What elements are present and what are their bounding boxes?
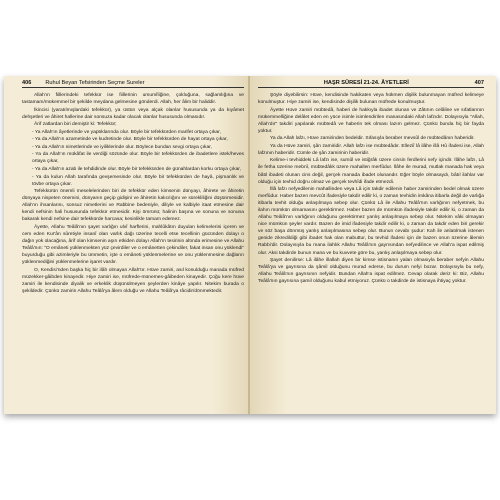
left-page-number: 406	[22, 80, 32, 86]
paragraph: İkincisi (yaratılmışlardaki tefekkür), ya üstün veya alçak olanlar hususunda ya da kıyâmet dehşetleri ve âhiret hallerine dair sonsuza kadar olacak olanlar hususunda olmasıdır.	[22, 107, 244, 120]
paragraph: Âyette Hüve zamiri mübtedâ, haberi de hakkıyla ibadet olunan ve Zâtının celâline ve sıfatlarının mükemmelliğine delâlet eden en yüce isimle isimlendirilen manasındaki Allah lafzıdır. Dolayısıyla "Allah, Allah'dır" takdiri yapılarak mübtedâ ve haberin tek olması lazım gelmez. Çünkü bunda hiç bir fayda yoktur.	[258, 107, 484, 134]
right-page-body	[258, 92, 484, 285]
right-running-head: HAŞR SÛRESİ 21-24. ÂYETLERİ	[323, 80, 409, 86]
list-item: - Ya da Allah'ın azab ile tehdidinde olur. Böyle bir tefekkürden de günahlardan korku ortaya çıkar,	[32, 166, 242, 172]
paragraph: O, Kendisi'nden başka hiç bir ilâh olmayan Allah'tır. Hüve zamiri, asıl konulduğu manada müfred müzekker-gâibden kinayedir. Hiye zamiri ise, müfrede-münemes-gâibeden kinayedir. Çoğu kere hüve zamiri ile kendisinde diyalik ve erkeklik düşünülmeyen şeylerden kinâye yapılır. Nitekim burada o şekildedir. Çünkü zamirin Allahu Teâlâ'ya âlem olduğu ve Allahu Teâlâ'ya râcidir/dönmektedir.	[22, 267, 244, 294]
paragraph: Ya da Allah lafzı, Hüve zamirinden bedeldir. Sıfasıyla beraber mevsûl de mübtedânın haberidir.	[270, 136, 475, 142]
paragraph: Âyette, Allahu Teâlâ'nın şayet varlığın ulvî harflerini, mahlûkâtın duyulan kelimelerini içeren ve cem eden Kur'ân sûretiyle insanî olan varlık dağı üzerine tecelli etse tecellinin gücünden dolayı o dağın yok olacağına, ârif olan kimsenin aşırı etkiden dolayı Allah'ın tesirinin altında erimesine ve Allahu Teâlâ'nın: "O emâneti yüklenmekten yüz çevirdiler ve o emânetten çekindiler, fakat insan onu yüklendi" buyurduğu gibi azimleriyle bu ümmetin, işte o emâneti yüklenmelerine ve onu yüklenmesine dağların yüklenmediğini yüklenmelerine işaret vardır.	[22, 224, 244, 266]
paragraph: Şayet denilirse: Lâ ilâhe illallah diyen bir kimse istisnanın yalan olmasıyla beraber nefyin Allahu Teâlâ'ya ve gayrısına da şâmil olduğunu murad ederse, bu durum nefyi bozar. Dolayısıyla bu nefy, Allahu Teâlâ'nın gayrısının nefyidir. Bundan Allah'a ispat edilmez. Cevap olarak deriz ki: Biz, Allahu Teâlâ'nın gayrısına şamil olduğunu kabul etmiyoruz. Çünkü o takdirde de istisnaya ihtiyaç yoktur.	[258, 258, 484, 285]
paragraph: İllâ lafzı nefyedilenin mahallinden veya Lâ için takdir edilenin haber zamirinden bedel olmak üzere merfûdur. Haber bazen mevcût ifadesiyle takdir edilir ki, o zaman tevhidin imkâna itibarla değil de varlığa itibarla tevhit olduğu anlaşılmaya sebep olur. Çünkü Lâ ile Allahu Teâlâ'nın varlığının nefyetmek, bu ilahın mümkün olmamasını gerektirmez. Haber bazen de mümkün ifadesiyle takdir edilir ki, o zaman da Allahu Teâlâ'nın varlığının olduğunu gerektirmez yanlış anlaşılmaya sebep olur. Nitekim vâki olmayan nice mümkün şeyler vardır. Bazen de imid ifadesiyle takdir edilir ki, o zaman da takdir eden biri gerekir ve söz başa dönmüş yanlış anlaşılmasına sebep olur. Bunun cevabı şudur: Kah ile anlatılmak istenen genide zikredildiği gibi ibadet hak olan mabuttur, bu tevhid ifadesi için de bazen onun üzerine âlemin Rabbi'dir. Dolayısıyla bu mana ilahlık Allahu Teâlâ'nın gayrısından nefyedilince ve Allah'a ispat edilmiş olur. Aksi takdirde bunun mana ve bu kuvvete göre bu, yanlış anlaşılmaya sebep olur.	[258, 187, 484, 256]
list-item: - Ya da Allah'ın nimetlerinde ve iyiliklerinde olur. Böylece bundan sevgi ortaya çıkar,	[32, 144, 212, 150]
right-page	[250, 76, 496, 414]
paragraph: Tefekkürün önemli meselelerinden biri de tefekkür eden kimsenin dünyayı, âhirete ve âhiretin dünyaya nispeten önemini, dünyanın geçip gidişini ve âhiretin kalıcılığını ve sürekliliğini düşünmesidir. Allah'ın ihsanlarını, sonsuz nimetlerini ve Rabbine bedeniyle, diliyle ve kalbiyle itaat etmesine dair kendi nefsinin hali hususunda tefekkür etmesidir. Kişi ömrünü; halinin başına ve sonuna ve sonuna bakarak kendi nefsine dair tefekkürde harcasa; kesinlikle tamam edemez.	[22, 189, 244, 223]
right-page-header	[258, 80, 484, 88]
left-page-header	[22, 80, 244, 88]
list-item: - Ya Allah'ın âyetlerinde ve yaptıklarında olur. Böyle bir tefekkürden marifet ortaya çıkar,	[32, 129, 221, 135]
right-page-number: 407	[474, 80, 484, 86]
paragraph: Ârif zatlardan biri demiştir ki: Tefekkür;	[34, 122, 117, 128]
left-page-body	[22, 92, 244, 295]
paragraph: Kelime-i tevhiddeki Lâ lafzı ise, sumûl ve istiğrâk üzere cinsin ferdlerini nefy içindir. İlâhe lafzı, Lâ ile fetha üzerine mebnî, mübtedâlık üzere mahallen merfûdur. İlâhe ile murad, mutlak manada hak veya bâtıl ibadeti olunan cins değil, gerçek manada ibadet olunandır. Eğer böyle olmasaydı, bâtıl ilahlar var olduğu için tevhid doğru olmaz ve gerçek tevhîdi ifade etmezdi.	[258, 158, 484, 185]
paragraph: Allah'ın fiillerindeki tefekkür ise fiillerinin umumîliğine, çokluğuna, sağlamlığına ve tastamam/mükemmel bir şekilde meydana gelmesine gönderdi. Allah, her âlim bir haliddir.	[22, 93, 244, 106]
list-item: - Ya da kulun Allah tarafında gevşemesinde olur. Böyle bir tefekkürden de hayâ, pişmanlık ve tövbe ortaya çıkar.	[32, 174, 244, 187]
paragraph: Şöyle diyebilirsin: Hüve, kendisinde hakikaten veya hükmen dişilik bulunmayan müfred kelimeye konulmuştur. Hiye zamiri ise, kendisinde dişilik bulunan müfrede konulmuştur.	[258, 93, 484, 106]
left-page	[4, 76, 250, 414]
list-item: - Ya da Allah'ın azametinde ve kudretinde olur. Böyle bir tefekkürden de hayat ortaya çıkar,	[32, 137, 228, 143]
open-book	[4, 76, 496, 414]
paragraph: Ya da Hüve zamiri, şân zamiridir. Allah lafzı ise mübtedâdır. Elleziî lâ ilâhe illâ Hû ifadesi ise, Allah lafzının haberidir. Cümle de şân zamirinin haberidir.	[258, 143, 484, 156]
list-item: - Ya da Allah'ın mükâfat ile verdiği sözünde olur. Böyle bir tefekkürden de ibadetlere istek/heves ortaya çıkar,	[32, 152, 244, 165]
left-running-head: Ruhul Beyan Tefsirinden Seçme Sureler	[45, 80, 145, 86]
